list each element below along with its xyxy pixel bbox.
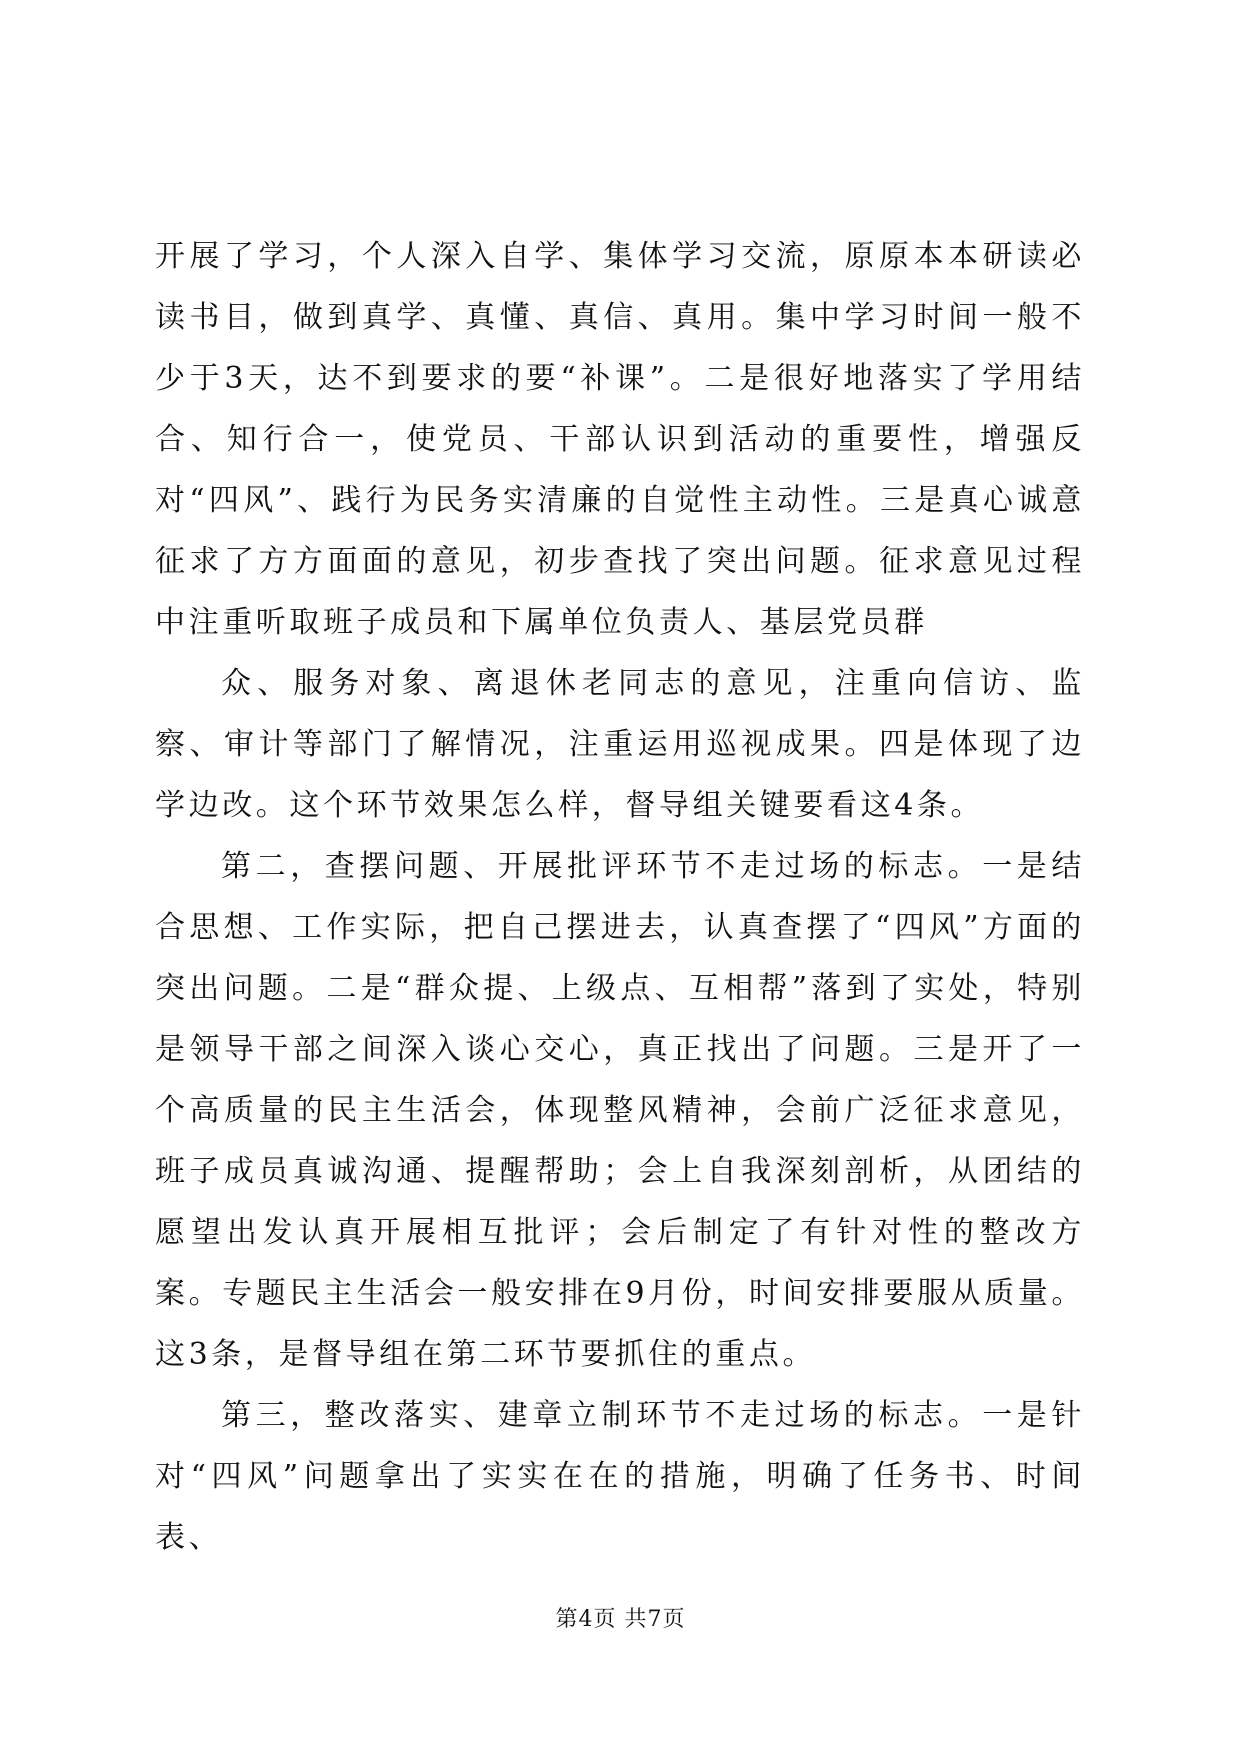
- paragraph-1: 开展了学习，个人深入自学、集体学习交流，原原本本研读必读书目，做到真学、真懂、真信、真用。集中学习时间一般不少于3天，达不到要求的要“补课”。二是很好地落实了学用结合、知行合一，使党员、干部认识到活动的重要性，增强反对“四风”、践行为民务实清廉的自觉性主动性。三是真心诚意征求了方方面面的意见，初步查找了突出问题。征求意见过程中注重听取班子成员和下属单位负责人、基层党员群: [155, 239, 1085, 640]
- page-number-footer: 第4页 共7页: [555, 1607, 686, 1632]
- document-body: [155, 226, 1085, 1568]
- paragraph-4: 第三，整改落实、建章立制环节不走过场的标志。一是针对“四风”问题拿出了实实在在的措施，明确了任务书、时间表、: [155, 1398, 1085, 1555]
- paragraph-2: 众、服务对象、离退休老同志的意见，注重向信访、监察、审计等部门了解情况，注重运用巡视成果。四是体现了边学边改。这个环节效果怎么样，督导组关键要看这4条。: [155, 666, 1085, 823]
- paragraph-3: 第二，查摆问题、开展批评环节不走过场的标志。一是结合思想、工作实际，把自己摆进去，认真查摆了“四风”方面的突出问题。二是“群众提、上级点、互相帮”落到了实处，特别是领导干部之间深入谈心交心，真正找出了问题。三是开了一个高质量的民主生活会，体现整风精神，会前广泛征求意见，班子成员真诚沟通、提醒帮助；会上自我深刻剖析，从团结的愿望出发认真开展相互批评；会后制定了有针对性的整改方案。专题民主生活会一般安排在9月份，时间安排要服从质量。这3条，是督导组在第二环节要抓住的重点。: [155, 849, 1085, 1372]
